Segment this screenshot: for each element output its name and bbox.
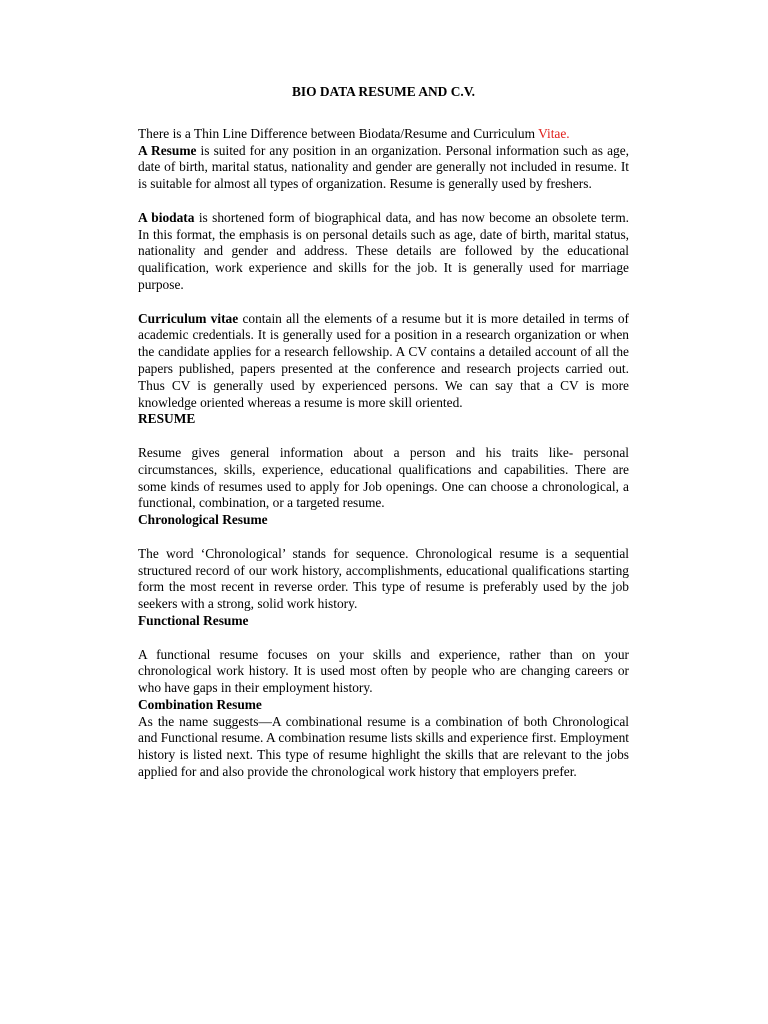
resume-definition-text: is suited for any position in an organization. Personal information such as age, date of birth, marital status, nationality and gender are generally not included in resume. It is suitable for almost all types of organization. Resume is generally used by freshers. (138, 142, 629, 192)
cv-definition-text: contain all the elements of a resume but it is more detailed in terms of academic credentials. It is generally used for a position in a research organization or when the candidate applies for a research fellowship. A CV contains a detailed account of all the papers published, papers presented at the conference and research projects carried out. Thus CV is generally used by experienced persons. We can say that a CV is more knowledge oriented whereas a resume is more skill oriented. (138, 310, 629, 410)
resume-definition-paragraph (138, 143, 629, 193)
chronological-resume-paragraph: The word ‘Chronological’ stands for sequence. Chronological resume is a sequential structured record of our work history, accomplishments, educational qualifications starting form the most recent in reverse order. This type of resume is preferably used by the job seekers with a strong, solid work history. (138, 545, 629, 612)
intro-paragraph (138, 126, 629, 143)
resume-section-paragraph: Resume gives general information about a person and his traits like- personal circumstances, skills, experience, educational qualifications and capabilities. There are some kinds of resumes used to apply for Job openings. One can choose a chronological, a functional, combination, or a targeted resume. (138, 444, 629, 511)
resume-section-heading: RESUME (138, 411, 196, 427)
functional-resume-heading: Functional Resume (138, 612, 249, 628)
resume-term: A Resume (138, 142, 197, 158)
biodata-term: A biodata (138, 209, 195, 225)
cv-definition-paragraph (138, 311, 629, 412)
combination-resume-paragraph: As the name suggests—A combinational resume is a combination of both Chronological and Functional resume. A combination resume lists skills and experience first. Employment history is listed next. This type of resume highlight the skills that are relevant to the jobs applied for and also provide the chronological work history that employers prefer. (138, 713, 629, 780)
document-title: BIO DATA RESUME AND C.V. (291, 84, 476, 99)
biodata-definition-text: is shortened form of biographical data, and has now become an obsolete term. In this format, the emphasis is on personal details such as age, date of birth, marital status, nationality and gender and address. These details are followed by the educational qualification, work experience and skills for the job. It is generally used for marriage purpose. (138, 209, 629, 292)
chronological-resume-heading: Chronological Resume (138, 512, 268, 528)
functional-resume-paragraph: A functional resume focuses on your skills and experience, rather than on your chronological work history. It is used most often by people who are changing careers or who have gaps in their employment history. (138, 646, 629, 696)
intro-accent-text: Vitae. (538, 125, 570, 141)
cv-term: Curriculum vitae (138, 310, 239, 326)
biodata-definition-paragraph (138, 210, 629, 294)
combination-resume-heading: Combination Resume (138, 696, 262, 712)
intro-text: There is a Thin Line Difference between Biodata/Resume and Curriculum (138, 125, 539, 141)
document-page (138, 84, 629, 781)
